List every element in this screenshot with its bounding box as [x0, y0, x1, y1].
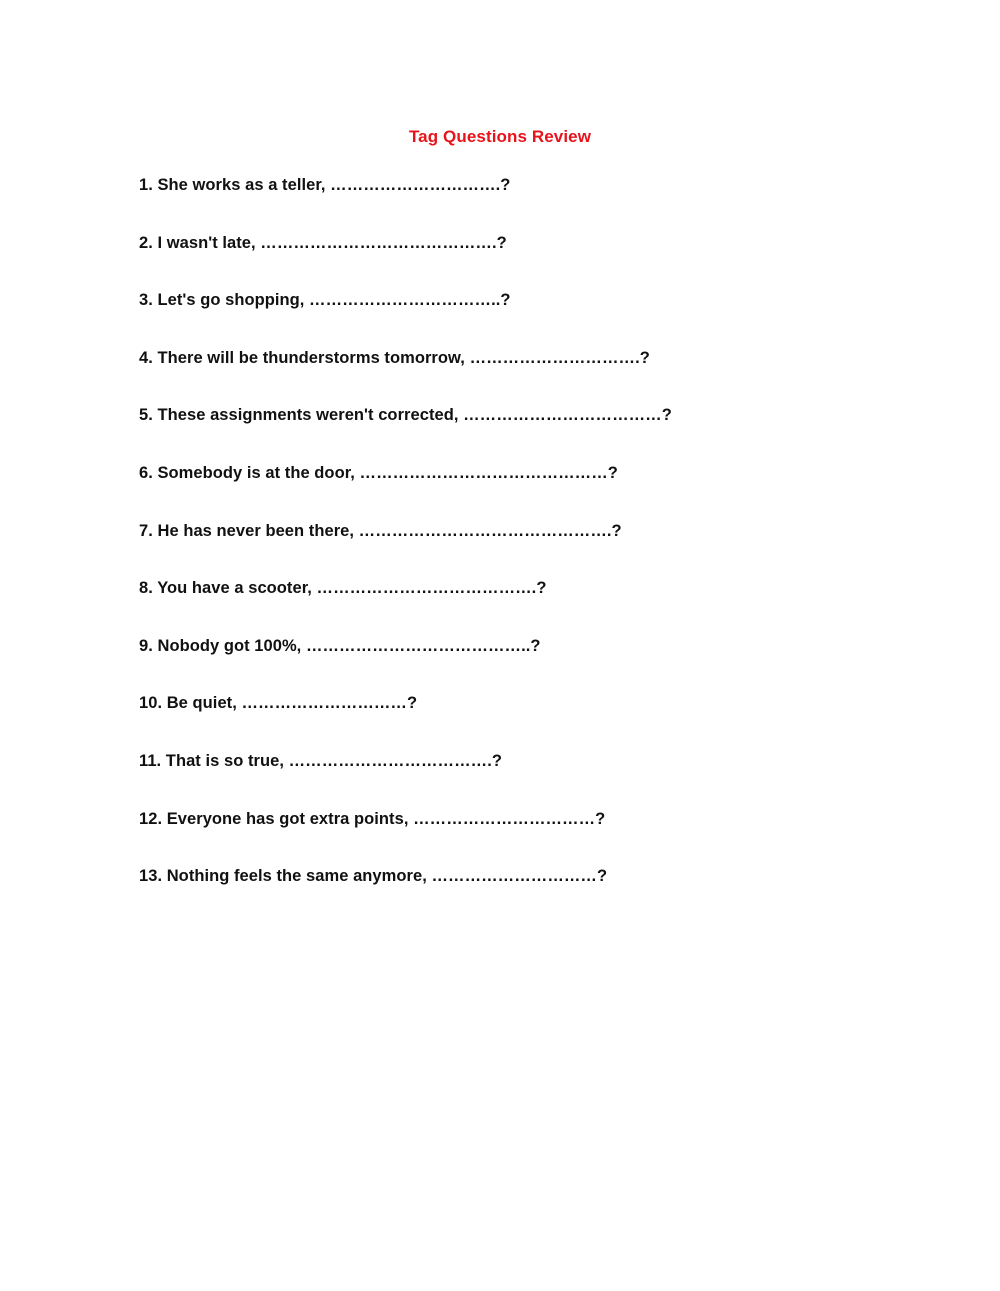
- question-11: 11. That is so true, ……………………………….?: [139, 751, 502, 770]
- worksheet-title: Tag Questions Review: [408, 127, 592, 146]
- question-8: 8. You have a scooter, ………………………………….?: [139, 579, 547, 598]
- question-5: 5. These assignments weren't corrected, ………………………………?: [139, 406, 672, 425]
- question-1: 1. She works as a teller, ………………………….?: [139, 176, 511, 194]
- question-7: 7. He has never been there, ……………………………………….?: [139, 521, 622, 540]
- question-2: 2. I wasn't late, …………………………………….?: [139, 233, 507, 252]
- question-13: 13. Nothing feels the same anymore, …………………………?: [139, 867, 608, 886]
- question-4: 4. There will be thunderstorms tomorrow, ………………………….?: [139, 348, 650, 367]
- question-list: [139, 174, 672, 923]
- question-3: 3. Let's go shopping, ……………………………..?: [139, 291, 511, 310]
- question-6: 6. Somebody is at the door, ………………………………………?: [139, 463, 618, 482]
- question-9: 9. Nobody got 100%, …………………………………..?: [139, 636, 541, 655]
- question-10: 10. Be quiet, …………………………?: [139, 694, 418, 713]
- question-12: 12. Everyone has got extra points, ……………………………?: [139, 809, 606, 828]
